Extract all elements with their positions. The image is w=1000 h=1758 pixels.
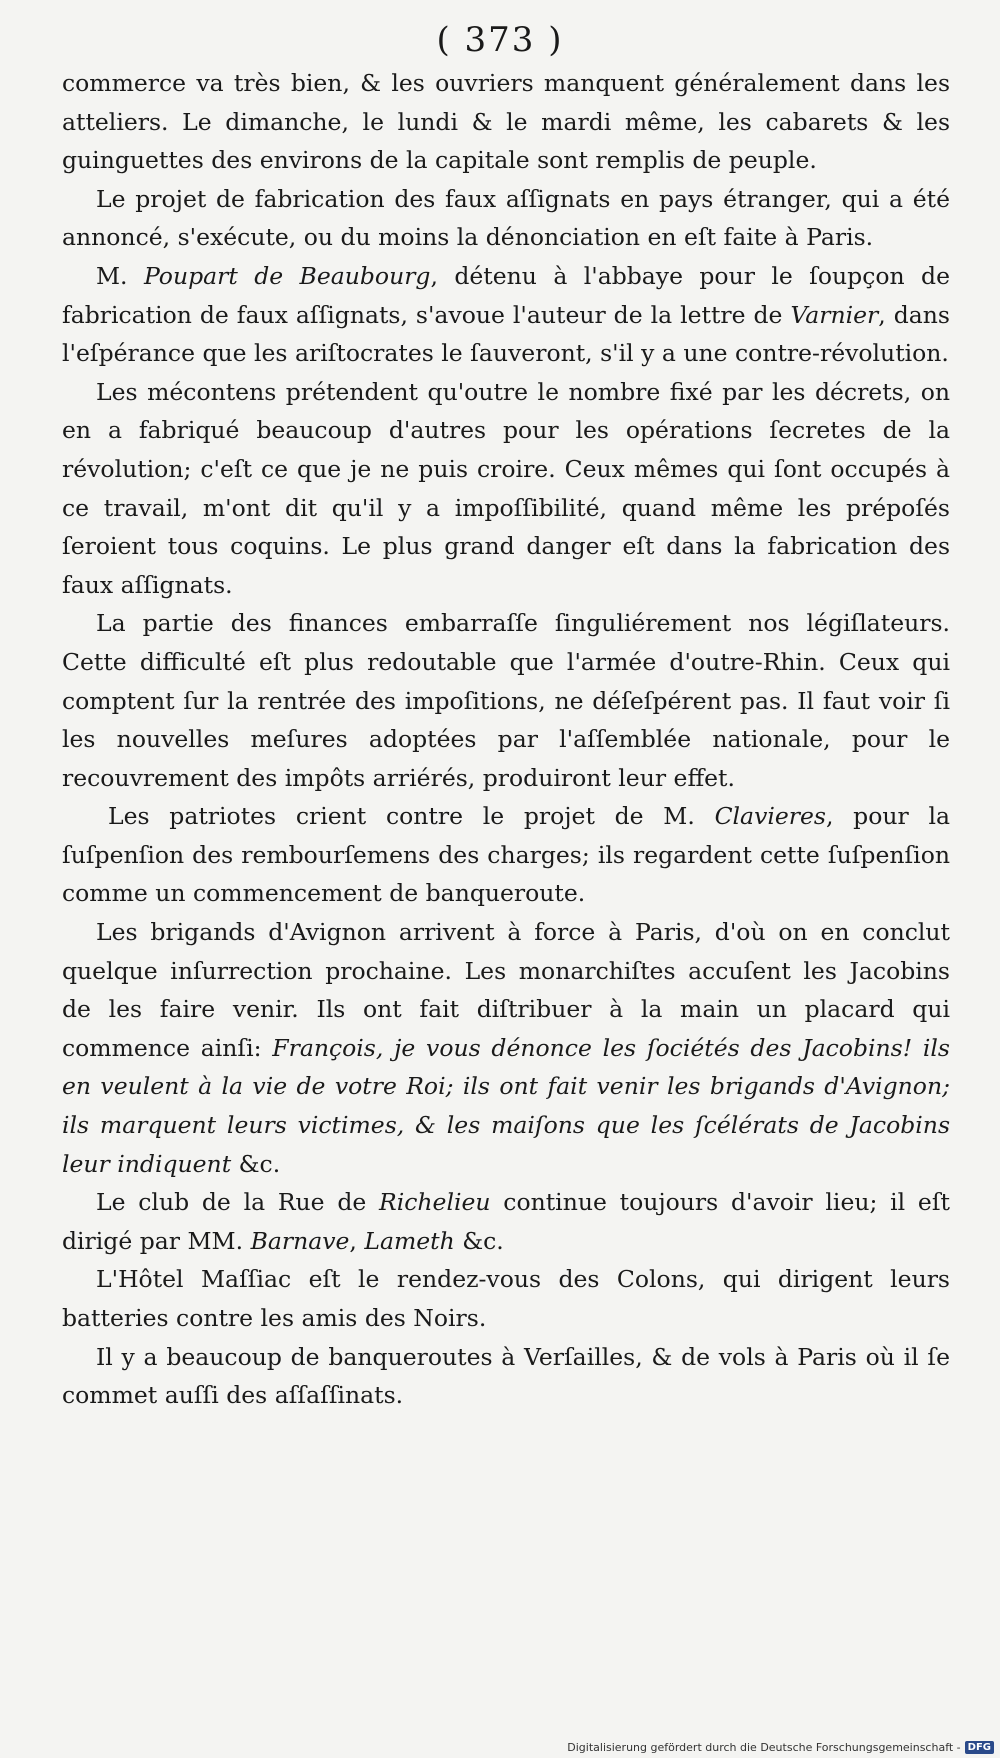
paragraph-poupart — [62, 257, 950, 373]
credit-text: Digitalisierung gefördert durch die Deutsche Forschungsgemeinschaft - — [567, 1741, 961, 1754]
person-name: Poupart de Beaubourg — [143, 261, 431, 290]
paragraph-text: Les brigands d'Avignon arrivent à force à Paris, d'où on en conclut quelque inſurrection prochaine. Les monarchiſtes accuſent les Jacobins de les faire venir. Ils ont fait diſtribuer à la main un placard qui commence ainſi: — [62, 918, 950, 1062]
dfg-logo-icon: DFG — [965, 1741, 994, 1754]
paragraph-text: Les patriotes crient contre le projet de M. — [108, 802, 715, 831]
paragraph-text: M. — [96, 261, 144, 290]
paragraph-club — [62, 1183, 950, 1260]
text-column — [62, 64, 950, 1415]
person-name: Varnier — [790, 300, 879, 329]
paragraph-text: &c. — [231, 1149, 281, 1178]
paragraph-text: continue toujours d'avoir lieu; il eſt dirigé par MM. — [62, 1188, 950, 1255]
street-name: Richelieu — [379, 1188, 491, 1217]
digitization-credit — [567, 1741, 994, 1754]
paragraph-text: , — [349, 1226, 365, 1255]
paragraph-text: Le club de la Rue de — [96, 1188, 380, 1217]
person-name: Lameth — [364, 1226, 455, 1255]
paragraph-patriotes — [62, 797, 950, 913]
paragraph-continuation: commerce va très bien, & les ouvriers manquent généralement dans les atteliers. Le dimanche, le lundi & le mardi même, les cabarets & les guinguettes des environs de la capitale sont remplis de peuple. — [62, 69, 950, 175]
paragraph-faux-assignats: Le projet de fabrication des faux aſſignats en pays étranger, qui a été annoncé, s'exécute, ou du moins la dénonciation en eſt faite à Paris. — [62, 184, 950, 252]
person-name: Barnave — [250, 1226, 350, 1255]
paragraph-hotel-massiac: L'Hôtel Maſſiac eſt le rendez-vous des Colons, qui dirigent leurs batteries contre les amis des Noirs. — [62, 1265, 950, 1332]
paragraph-text: &c. — [454, 1226, 504, 1255]
page-number: ( 373 ) — [436, 20, 564, 60]
paragraph-mecontens: Les mécontens prétendent qu'outre le nombre fixé par les décrets, on en a fabriqué beaucoup d'autres pour les opérations ſecretes de la révolution; c'eſt ce que je ne puis croire. Ceux mêmes qui ſont occupés à ce travail, m'ont dit qu'il y a impoſſibilité, quand même les prépoſés ſeroient tous coquins. Le plus grand danger eſt dans la fabrication des faux aſſignats. — [62, 377, 950, 599]
paragraph-text: , pour la ſuſpenſion des rembourſemens des charges; ils regardent cette ſuſpenſion comme un commencement de banqueroute. — [62, 802, 950, 908]
paragraph-brigands — [62, 913, 950, 1183]
person-name: Clavieres — [714, 802, 826, 831]
paragraph-finances: La partie des finances embarraſſe ſinguliérement nos légiſlateurs. Cette difficulté eſt plus redoutable que l'armée d'outre-Rhin. Ceux qui comptent ſur la rentrée des impoſitions, ne déſeſpérent pas. Il faut voir ſi les nouvelles meſures adoptées par l'aſſemblée nationale, pour le recouvrement des impôts arriérés, produiront leur effet. — [62, 609, 950, 792]
paragraph-text: , dans l'eſpérance que les ariſtocrates le ſauveront, s'il y a une contre-révolution. — [62, 300, 950, 368]
paragraph-text: , détenu à l'abbaye pour le ſoupçon de fabrication de faux aſſignats, s'avoue l'auteur de la lettre de — [62, 261, 950, 329]
paragraph-banqueroutes: Il y a beaucoup de banqueroutes à Verſailles, & de vols à Paris où il ſe commet auſſi des aſſaſſinats. — [62, 1342, 950, 1410]
placard-quote: François, je vous dénonce les ſociétés des Jacobins! ils en veulent à la vie de votre Roi; ils ont fait venir les brigands d'Avignon; ils marquent leurs victimes, & les maiſons que les ſcélérats de Jacobins leur indiquent — [62, 1033, 950, 1178]
